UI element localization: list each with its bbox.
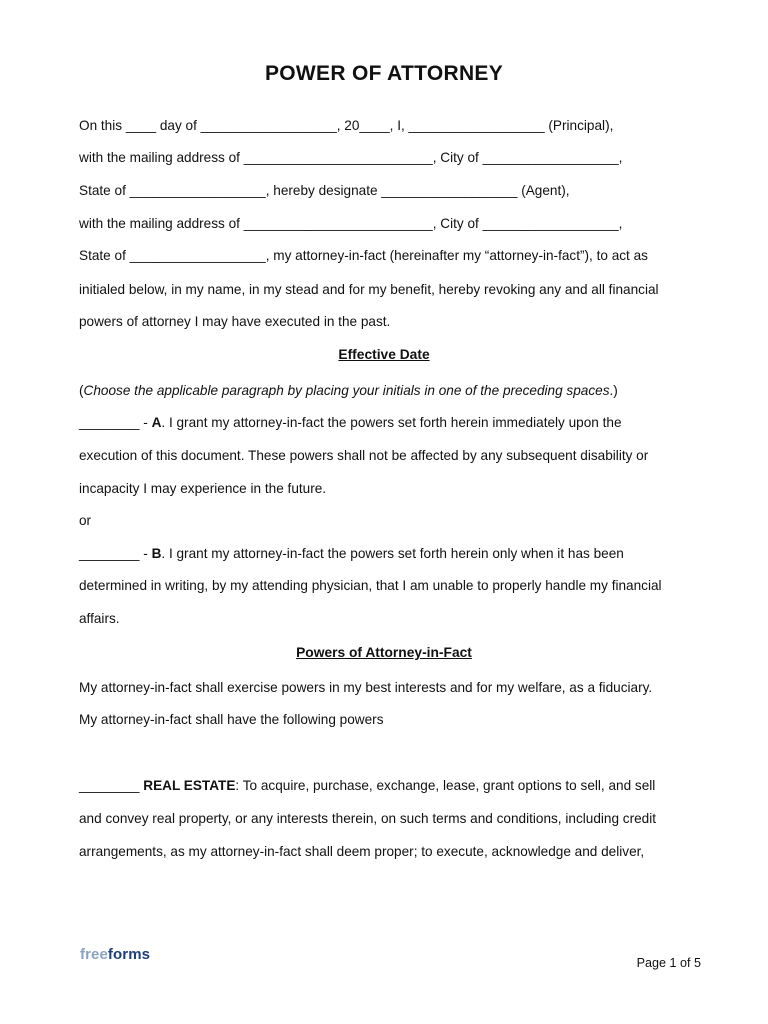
effective-date-instruction [79,382,699,400]
option-b-line-2: determined in writing, by my attending physician, that I am unable to properly handle my financial [79,578,662,593]
option-b-letter: B [151,546,162,561]
option-a-line-3: incapacity I may experience in the future. [79,481,327,496]
option-b-line-1 [79,545,699,563]
page-number: Page 1 of 5 [636,956,701,970]
powers-line-1: My attorney-in-fact shall exercise powers in my best interests and for my welfare, as a fiduciary. [79,680,653,695]
option-a-letter: A [151,415,162,430]
instruction-text: Choose the applicable paragraph by placing your initials in one of the preceding spaces [83,383,610,398]
real-estate-line-2: and convey real property, or any interests therein, on such terms and conditions, including credit [79,811,657,826]
option-a-initials-blank: ________ - [79,415,152,430]
intro-line-5: State of __________________, my attorney-in-fact (hereinafter my “attorney-in-fact”), to act as [79,248,648,263]
or-separator: or [79,513,92,528]
real-estate-line-1 [79,777,699,795]
option-b-text: . I grant my attorney-in-fact the powers set forth herein only when it has been [161,546,624,561]
instruction-close: .) [609,383,618,398]
option-a-text: . I grant my attorney-in-fact the powers set forth herein immediately upon the [161,415,622,430]
intro-line-2: with the mailing address of _________________________, City of __________________, [79,150,623,165]
option-a-line-2: execution of this document. These powers shall not be affected by any subsequent disability or [79,448,649,463]
powers-heading: Powers of Attorney-in-Fact [296,645,472,660]
powers-line-2: My attorney-in-fact shall have the following powers [79,712,384,727]
real-estate-line-3: arrangements, as my attorney-in-fact shall deem proper; to execute, acknowledge and deliver, [79,844,645,859]
logo-forms-text: forms [107,946,151,963]
instruction-open: ( [79,383,84,398]
intro-line-7: powers of attorney I may have executed in the past. [79,314,391,329]
real-estate-initials-blank: ________ [79,778,144,793]
option-a-line-1 [79,414,699,432]
real-estate-label: REAL ESTATE [143,778,236,793]
option-b-initials-blank: ________ - [79,546,152,561]
real-estate-text: : To acquire, purchase, exchange, lease, grant options to sell, and sell [235,778,656,793]
document-title: POWER OF ATTORNEY [264,62,504,85]
freeforms-logo [80,946,150,963]
intro-line-4: with the mailing address of _________________________, City of __________________, [79,216,623,231]
logo-free-text: free [80,946,108,963]
intro-line-3: State of __________________, hereby designate __________________ (Agent), [79,183,570,198]
intro-line-1: On this ____ day of __________________, 20____, I, __________________ (Principal), [79,118,614,133]
intro-line-6: initialed below, in my name, in my stead and for my benefit, hereby revoking any and all financial [79,282,659,297]
option-b-line-3: affairs. [79,611,120,626]
effective-date-heading: Effective Date [338,347,430,362]
